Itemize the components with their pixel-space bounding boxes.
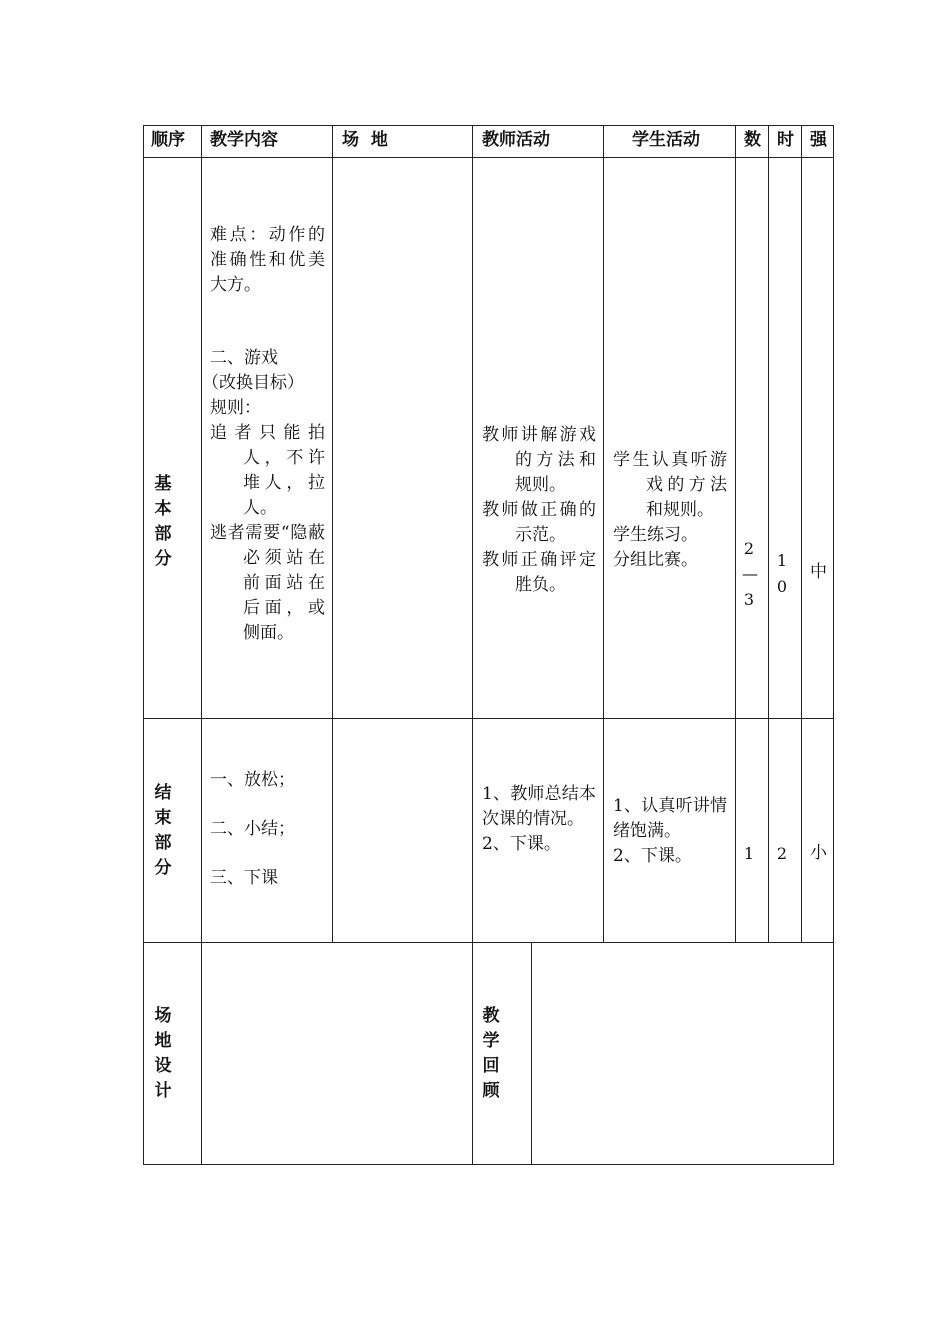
header-student-activity: 学生活动 — [632, 130, 700, 150]
ending-count: 1 — [743, 844, 755, 863]
header-teacher-activity: 教师活动 — [482, 130, 550, 150]
game-title: 二、游戏 — [210, 348, 278, 368]
basic-count-char-1: 2 — [743, 539, 755, 558]
ending-section-label: 结束部分 — [154, 783, 172, 878]
teacher-item-1: 教师讲解游戏的方法和规则。 — [482, 425, 596, 495]
ending-content-item-1: 一、放松； — [210, 770, 295, 790]
basic-count-char-3: 3 — [743, 590, 755, 609]
ending-teacher-item-1: 1、教师总结本次课的情况。 — [482, 784, 596, 829]
col-divider-teacher — [603, 125, 604, 943]
table-border-left — [143, 125, 144, 1165]
header-intensity: 强 — [810, 130, 827, 150]
table-border-bottom — [143, 1164, 834, 1165]
basic-intensity: 中 — [810, 562, 827, 582]
header-venue: 场 地 — [342, 130, 388, 150]
header-count: 数 — [744, 130, 761, 150]
basic-count-char-2: — — [742, 564, 758, 583]
teacher-item-2: 教师做正确的示范。 — [482, 500, 596, 545]
ending-student-cell — [613, 794, 727, 869]
ending-student-item-2: 2、下课。 — [613, 846, 692, 866]
col-divider-time — [801, 125, 802, 943]
student-item-1: 学生认真听游戏的方法和规则。 — [613, 450, 727, 520]
col-divider-student — [735, 125, 736, 943]
header-order: 顺序 — [151, 130, 185, 150]
ending-student-item-1: 1、认真听讲情绪饱满。 — [613, 796, 727, 841]
rules-label: 规则： — [210, 398, 261, 418]
basic-student-cell — [613, 448, 727, 573]
ending-content-item-3: 三、下课 — [210, 868, 278, 888]
student-item-3: 分组比赛。 — [613, 550, 698, 570]
rule-chaser: 追者只能拍人，不许堆人，拉人。 — [210, 423, 325, 518]
footer-review-divider — [531, 942, 532, 1165]
rule-runner: 逃者需要“隐蔽必须站在前面站在后面，或侧面。 — [210, 523, 325, 643]
ending-time: 2 — [776, 844, 788, 863]
ending-content-item-2: 二、小结； — [210, 819, 295, 839]
ending-section-divider — [143, 942, 834, 943]
basic-teacher-cell — [482, 423, 596, 598]
teacher-item-3: 教师正确评定胜负。 — [482, 550, 596, 595]
col-divider-venue — [472, 125, 473, 1165]
ending-teacher-cell — [482, 782, 596, 857]
student-item-2: 学生练习。 — [613, 525, 698, 545]
ending-teacher-item-2: 2、下课。 — [482, 834, 561, 854]
ending-intensity: 小 — [810, 843, 827, 863]
header-time: 时 — [777, 130, 794, 150]
table-border-right — [833, 125, 834, 1165]
venue-design-label: 场地设计 — [154, 1006, 172, 1101]
ending-content-cell — [210, 768, 295, 891]
basic-section-label: 基本部分 — [154, 474, 172, 569]
header-divider — [143, 157, 834, 158]
difficulty-text: 难点：动作的准确性和优美大方。 — [210, 225, 325, 295]
basic-section-divider — [143, 718, 834, 719]
table-border-top — [143, 125, 834, 126]
col-divider-content — [332, 125, 333, 943]
teaching-review-label: 教学回顾 — [482, 1006, 500, 1101]
col-divider-order — [201, 125, 202, 1165]
header-content: 教学内容 — [210, 130, 278, 150]
basic-content-cell — [202, 223, 325, 646]
game-name: （改换目标） — [202, 373, 304, 393]
basic-time-char-2: 0 — [776, 577, 788, 596]
col-divider-count — [768, 125, 769, 943]
basic-time-char-1: 1 — [776, 551, 788, 570]
